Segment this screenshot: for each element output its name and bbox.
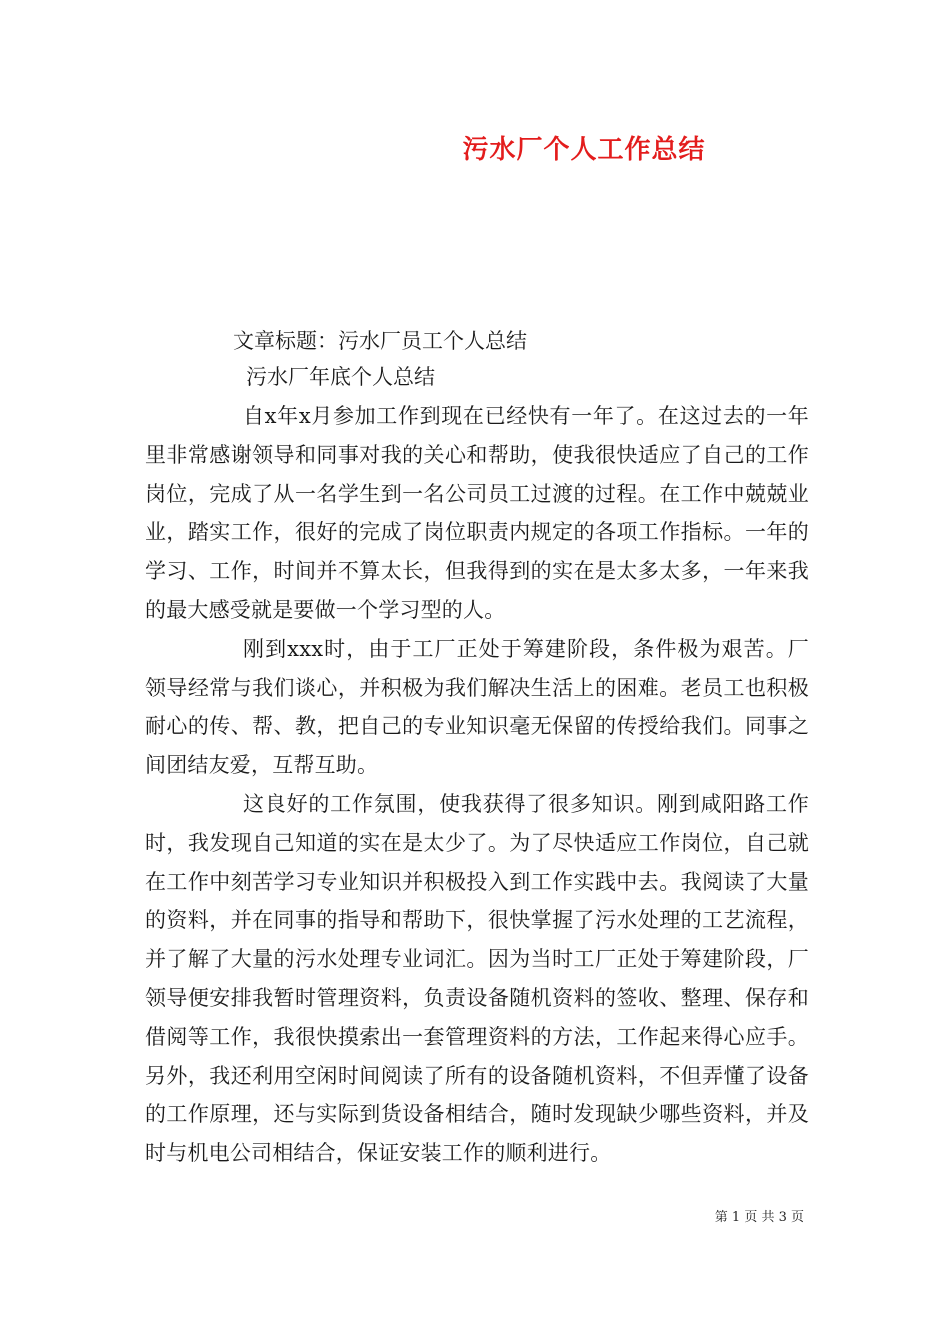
document-title: 污水厂个人工作总结: [462, 135, 706, 165]
paragraph: 自x年x月参加工作到现在已经快有一年了。在这过去的一年里非常感谢领导和同事对我的关心和帮助，使我很快适应了自己的工作岗位，完成了从一名学生到一名公司员工过渡的过程。在工作中兢兢业业，踏实工作，很好的完成了岗位职责内规定的各项工作指标。一年的学习、工作，时间并不算太长，但我得到的实在是太多太多，一年来我的最大感受就是要做一个学习型的人。: [145, 404, 809, 622]
paragraph: 这良好的工作氛围，使我获得了很多知识。刚到咸阳路工作时，我发现自己知道的实在是太少了。为了尽快适应工作岗位，自己就在工作中刻苦学习专业知识并积极投入到工作实践中去。我阅读了大量的资料，并在同事的指导和帮助下，很快掌握了污水处理的工艺流程，并了解了大量的污水处理专业词汇。因为当时工厂正处于筹建阶段，厂领导便安排我暂时管理资料，负责设备随机资料的签收、整理、保存和借阅等工作，我很快摸索出一套管理资料的方法，工作起来得心应手。另外，我还利用空闲时间阅读了所有的设备随机资料，不但弄懂了设备的工作原理，还与实际到货设备相结合，随时发现缺少哪些资料，并及时与机电公司相结合，保证安装工作的顺利进行。: [145, 791, 809, 1166]
paragraph: 刚到xxx时，由于工厂正处于筹建阶段，条件极为艰苦。厂领导经常与我们谈心，并积极为我们解决生活上的困难。老员工也积极耐心的传、帮、教，把自己的专业知识毫无保留的传授给我们。同事之间团结友爱，互帮互助。: [145, 636, 809, 778]
page-number-footer: 第 1 页 共 3 页: [714, 1210, 804, 1225]
document-body: [145, 397, 809, 1173]
sub-heading: 污水厂年底个人总结: [246, 365, 435, 389]
article-heading: 文章标题：污水厂员工个人总结: [233, 329, 527, 353]
